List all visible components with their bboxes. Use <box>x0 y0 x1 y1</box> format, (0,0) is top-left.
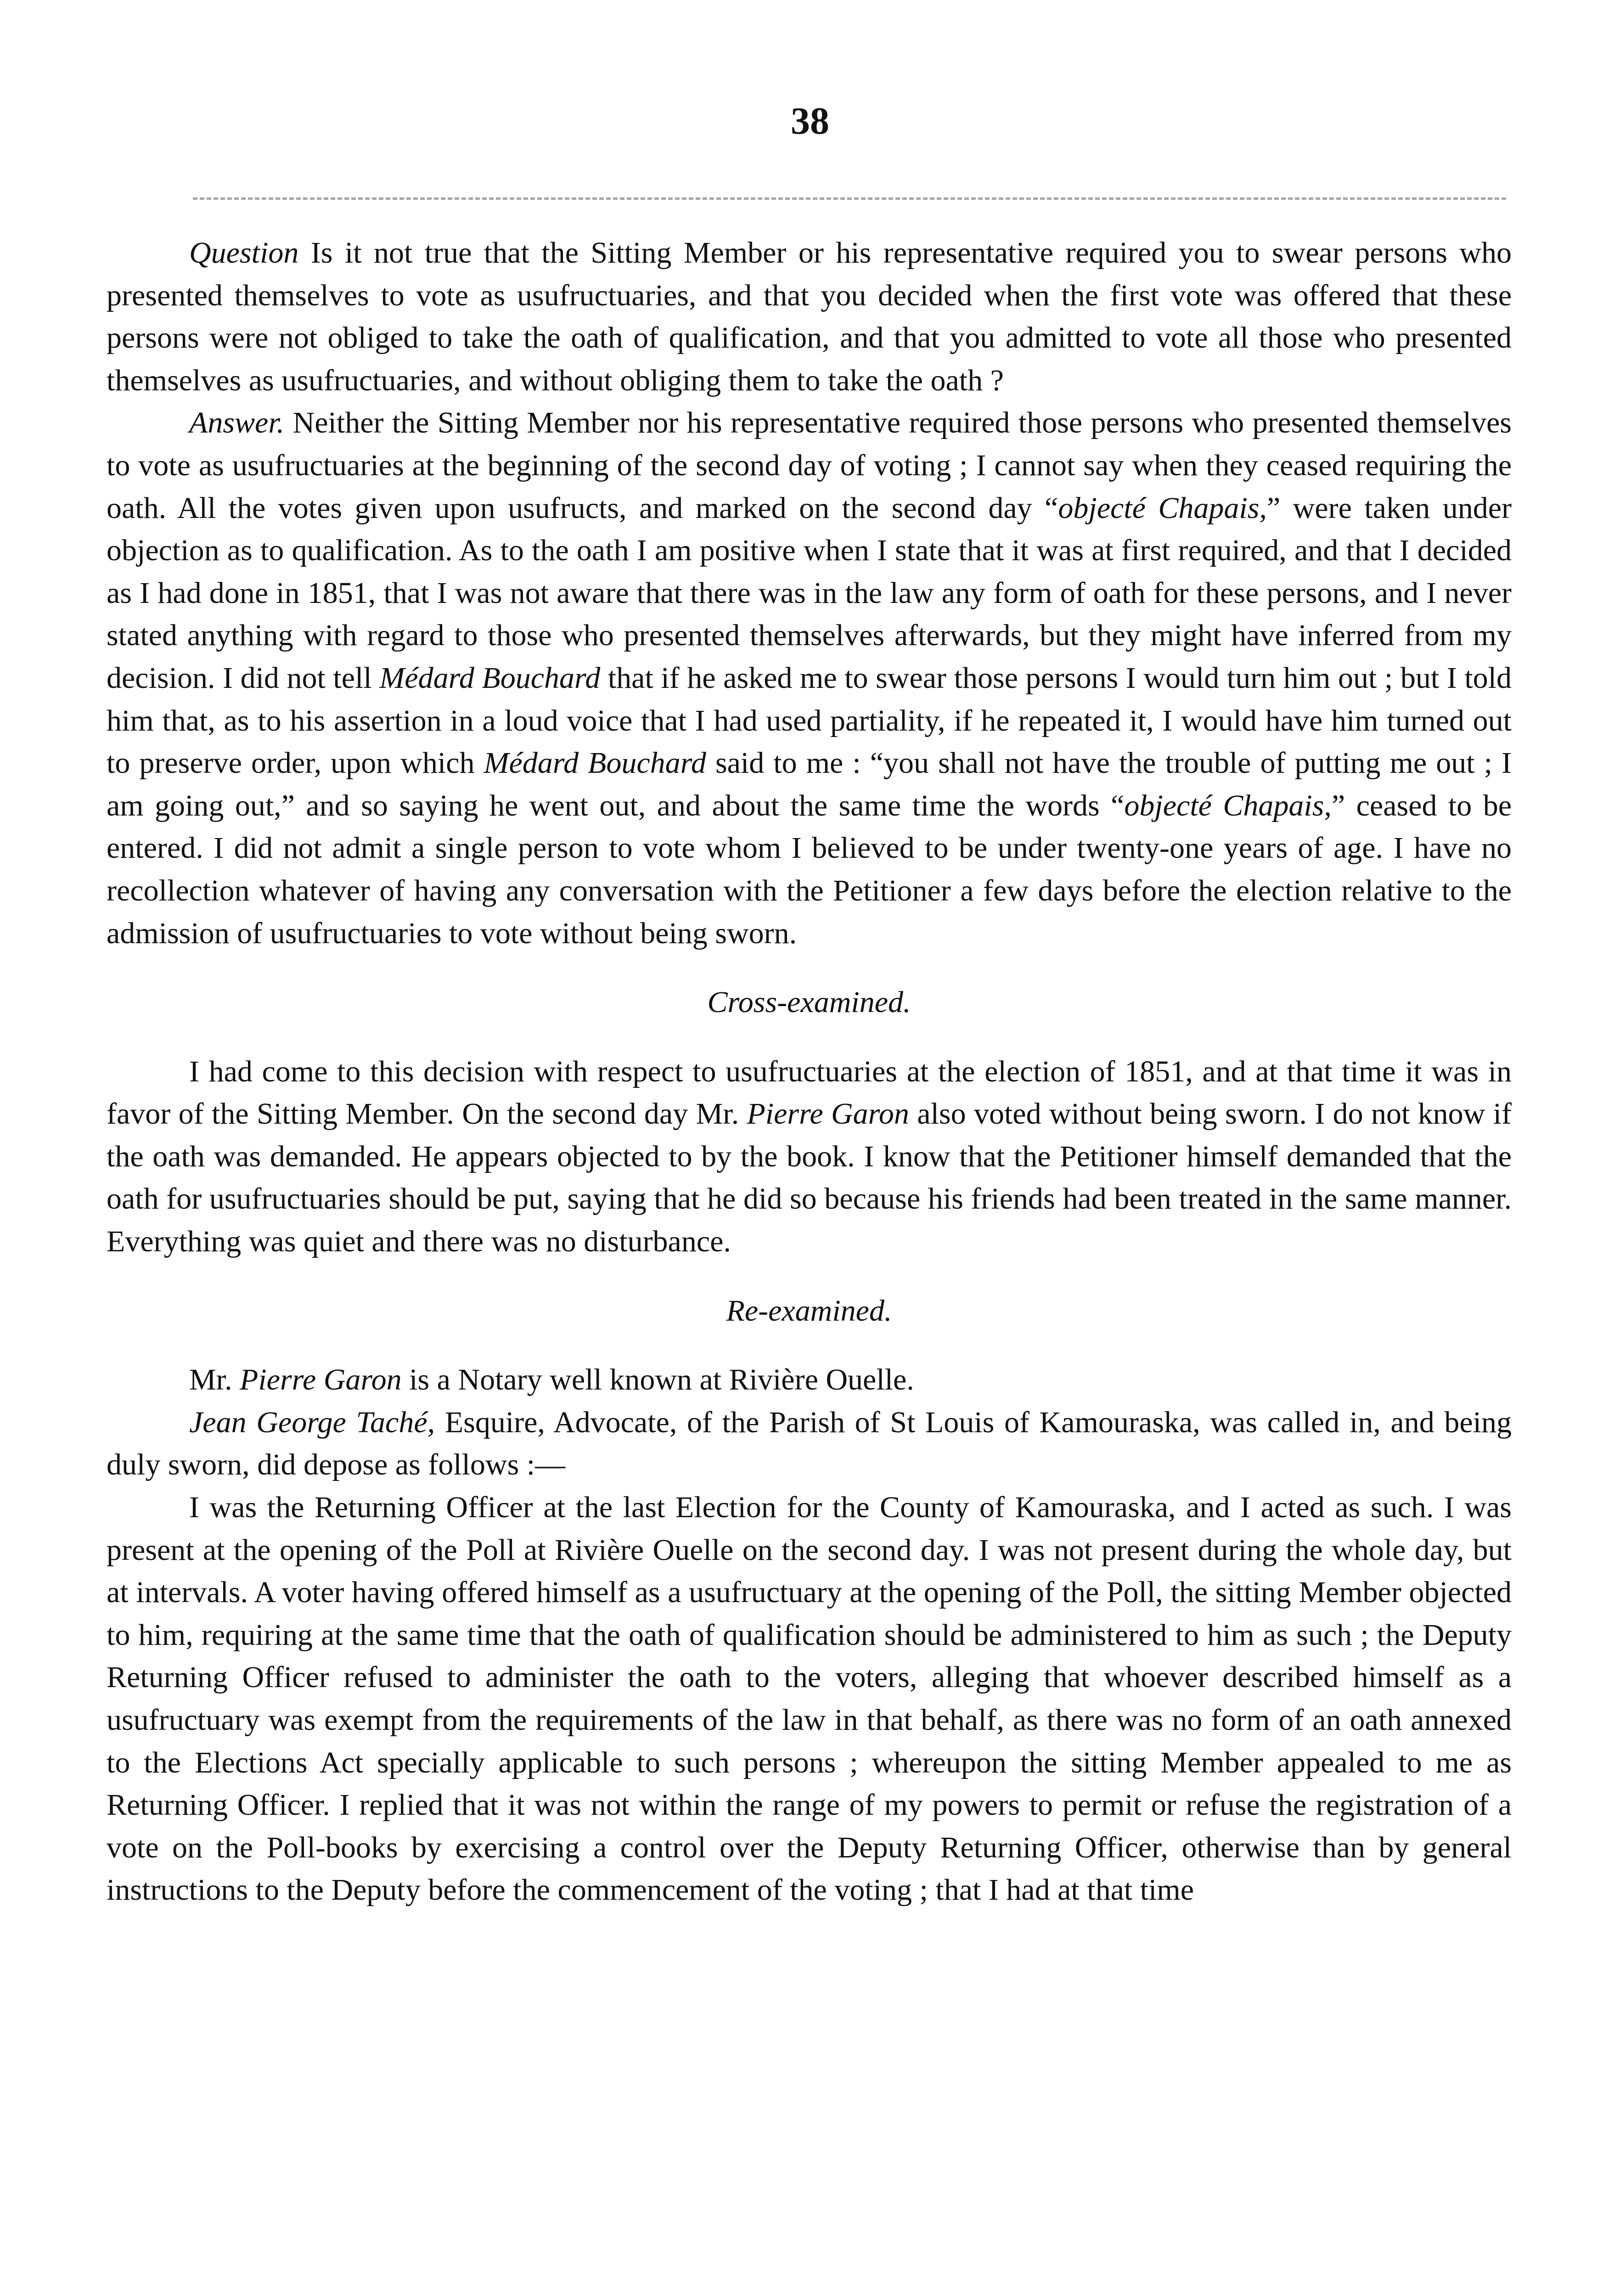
answer-paragraph <box>107 402 1512 955</box>
witness-intro-paragraph <box>107 1401 1512 1486</box>
witness-name: Jean George Taché, <box>189 1405 435 1439</box>
reexam-text-2: is a Notary well known at Rivière Ouelle. <box>401 1363 914 1397</box>
body-text <box>107 232 1512 1912</box>
witness-intro-text: Esquire, Advocate, of the Parish of St Louis of Kamouraska, was called in, and being duly sworn, did depose as follows :— <box>107 1405 1512 1482</box>
answer-objecte-1: objecté Chapais, <box>1058 491 1267 525</box>
witness-testimony-paragraph: I was the Returning Officer at the last Election for the County of Kamouraska, and I acted as such. I was present at the opening of the Poll at Rivière Ouelle on the second day. I was not present during the whole day, but at intervals. A voter having offered himself as a usufructuary at the opening of the Poll, the sitting Member objected to him, requiring at the same time that the oath of qualification should be administered to him as such ; the Deputy Returning Officer refused to administer the oath to the voters, alleging that whoever described himself as a usufructuary was exempt from the requirements of the law in that behalf, as there was no form of an oath annexed to the Elections Act specially applicable to such persons ; whereupon the sitting Member appealed to me as Returning Officer. I replied that it was not within the range of my powers to permit or refuse the registration of a vote on the Poll-books by exercising a control over the Deputy Returning Officer, otherwise than by general instructions to the Deputy before the commencement of the voting ; that I had at that time <box>107 1491 1512 1907</box>
question-paragraph <box>107 232 1512 402</box>
answer-text-4: said to me : “you shall not have the trouble of putting me out ; I am going out,” and so saying he went out, and about the same time the words “ <box>107 746 1512 822</box>
cross-examined-paragraph <box>107 1051 1512 1263</box>
question-text: Is it not true that the Sitting Member or his representative required you to swear persons who presented themselves to vote as usufructuaries, and that you decided when the first vote was offered that these persons were not obliged to take the oath of qualification, and that you admitted to vote all those who presented themselves as usufructuaries, and without obliging them to take the oath ? <box>107 236 1512 397</box>
answer-text-5: ” ceased to be entered. I did not admit a single person to vote whom I believed to be under twenty-one years of age. I have no recollection whatever of having any conversation with the Petitioner a few days before the election relative to the admission of usufructuaries to vote without being sworn. <box>107 788 1512 950</box>
reexam-text-1: Mr. <box>189 1363 240 1397</box>
cross-examined-heading: Cross-examined. <box>707 985 911 1019</box>
answer-name-1: Médard Bouchard <box>379 661 601 695</box>
answer-text-1: Neither the Sitting Member nor his representative required those persons who presented themselves to vote as usufructuaries at the beginning of the second day of voting ; I cannot say when they ceased requiring the oath. All the votes given upon usufructs, and marked on the second day “ <box>107 406 1512 525</box>
re-examined-paragraph <box>107 1359 1512 1401</box>
page-number: 38 <box>791 100 829 142</box>
header-rule <box>193 197 1506 200</box>
re-examined-heading: Re-examined. <box>726 1294 892 1328</box>
answer-label: Answer. <box>189 406 285 440</box>
cross-name: Pierre Garon <box>747 1097 909 1131</box>
cross-text-2: also voted without being sworn. I do not know if the oath was demanded. He appears objected to by the book. I know that the Petitioner himself demanded that the oath for usufructuaries should be put, saying that he did so because his friends had been treated in the same manner. Everything was quiet and there was no disturbance. <box>107 1097 1512 1259</box>
cross-text-1: I had come to this decision with respect to usufructuaries at the election of 1851, and at that time it was in favor of the Sitting Member. On the second day Mr. <box>107 1054 1512 1131</box>
answer-name-2: Médard Bouchard <box>484 746 706 780</box>
reexam-name: Pierre Garon <box>240 1363 402 1397</box>
answer-objecte-2: objecté Chapais, <box>1124 788 1332 822</box>
answer-text-2: ” were taken under objection as to qualification. As to the oath I am positive when I state that it was at first required, and that I decided as I had done in 1851, that I was not aware that there was in the law any form of oath for these persons, and I never stated anything with regard to those who presented themselves afterwards, but they might have inferred from my decision. I did not tell <box>107 491 1512 695</box>
question-label: Question <box>189 236 299 270</box>
answer-text-3: that if he asked me to swear those persons I would turn him out ; but I told him that, as to his assertion in a loud voice that I had used partiality, if he repeated it, I would have him turned out to preserve order, upon which <box>107 661 1512 780</box>
